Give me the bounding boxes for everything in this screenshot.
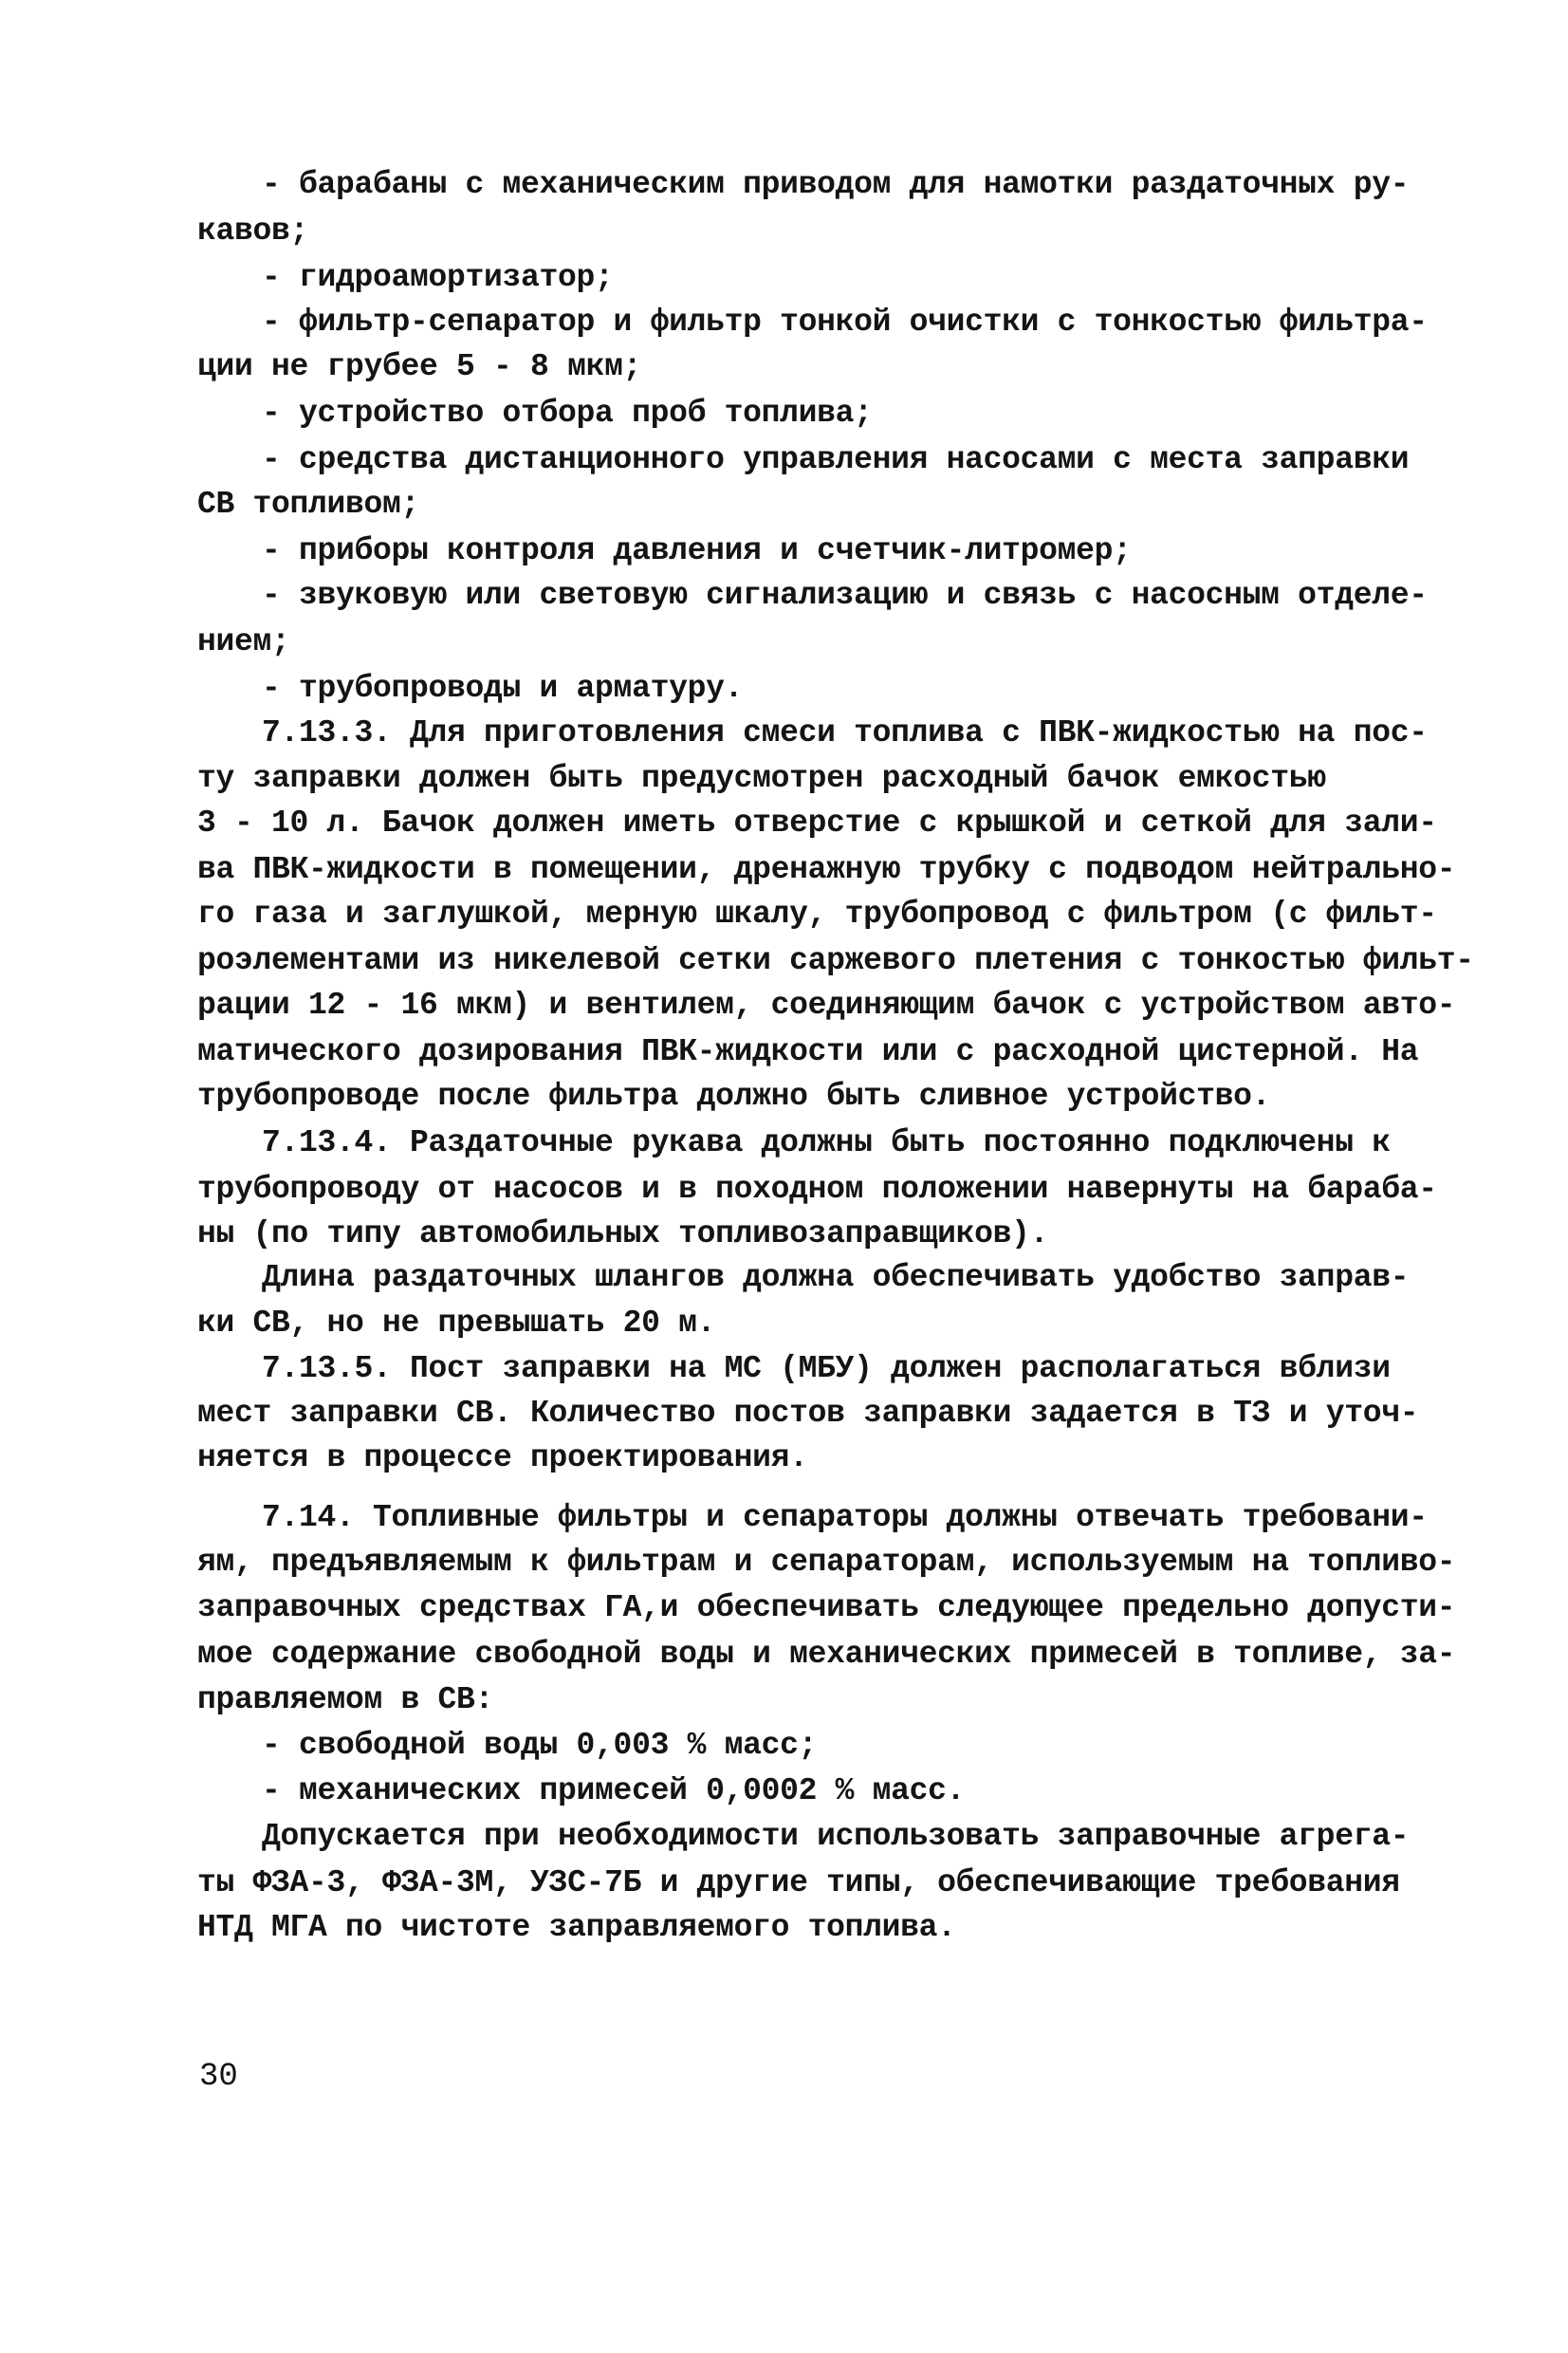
text-line: няется в процессе проектирования. [197,1440,808,1476]
text-line: ты ФЗА-3, ФЗА-3М, УЗС-7Б и другие типы, обеспечивающие требования [197,1864,1400,1900]
text-line: - приборы контроля давления и счетчик-литромер; [262,533,1132,569]
text-line: нием; [197,624,290,660]
text-line: Длина раздаточных шлангов должна обеспечивать удобство заправ- [262,1259,1410,1295]
text-line: заправочных средствах ГА,и обеспечивать следующее предельно допусти- [197,1589,1456,1625]
text-line: ки СВ, но не превышать 20 м. [197,1306,716,1342]
text-line: ту заправки должен быть предусмотрен расходный бачок емкостью [197,760,1326,796]
text-line: трубопроводе после фильтра должно быть сливное устройство. [197,1079,1271,1115]
page-number: 30 [199,2059,238,2095]
text-line: ва ПВК-жидкости в помещении, дренажную трубку с подводом нейтрально- [197,851,1456,887]
text-line: трубопроводу от насосов и в походном положении навернуты на бараба- [197,1171,1437,1207]
text-line: 7.13.3. Для приготовления смеси топлива с ПВК-жидкостью на пос- [262,715,1428,751]
text-line: ны (по типу автомобильных топливозаправщиков). [197,1215,1049,1251]
text-line: го газа и заглушкой, мерную шкалу, трубопровод с фильтром (с фильт- [197,896,1437,932]
text-line: роэлементами из никелевой сетки саржевого плетения с тонкостью фильт- [197,942,1474,978]
text-line: матического дозирования ПВК-жидкости или с расходной цистерной. На [197,1033,1419,1069]
text-line: - средства дистанционного управления насосами с места заправки [262,442,1410,478]
text-line: - механических примесей 0,0002 % масс. [262,1773,966,1809]
text-line: СВ топливом; [197,487,420,523]
text-line: - свободной воды 0,003 % масс; [262,1727,818,1763]
text-line: правляемом в СВ: [197,1682,494,1718]
text-line: 7.14. Топливные фильтры и сепараторы должны отвечать требовани- [262,1500,1428,1536]
text-line: мое содержание свободной воды и механических примесей в топливе, за- [197,1636,1456,1672]
text-line: рации 12 - 16 мкм) и вентилем, соединяющим бачок с устройством авто- [197,987,1456,1023]
text-line: - трубопроводы и арматуру. [262,671,744,707]
text-line: 7.13.4. Раздаточные рукава должны быть постоянно подключены к [262,1124,1391,1160]
text-line: кавов; [197,213,309,250]
text-line: - звуковую или световую сигнализацию и связь с насосным отделе- [262,578,1428,614]
text-line: - фильтр-сепаратор и фильтр тонкой очистки с тонкостью фильтра- [262,305,1428,341]
text-line: НТД МГА по чистоте заправляемого топлива. [197,1909,956,1945]
text-line: мест заправки СВ. Количество постов заправки задается в ТЗ и уточ- [197,1395,1419,1431]
text-line: ям, предъявляемым к фильтрам и сепараторам, используемым на топливо- [197,1545,1456,1581]
text-line: Допускается при необходимости использовать заправочные агрега- [262,1818,1410,1854]
text-line: 7.13.5. Пост заправки на МС (МБУ) должен располагаться вблизи [262,1350,1391,1386]
text-line: - устройство отбора проб топлива; [262,396,873,432]
text-line: 3 - 10 л. Бачок должен иметь отверстие с крышкой и сеткой для зали- [197,805,1437,841]
text-line: - барабаны с механическим приводом для намотки раздаточных ру- [262,167,1410,203]
text-line: - гидроамортизатор; [262,259,614,295]
text-line: ции не грубее 5 - 8 мкм; [197,349,642,385]
